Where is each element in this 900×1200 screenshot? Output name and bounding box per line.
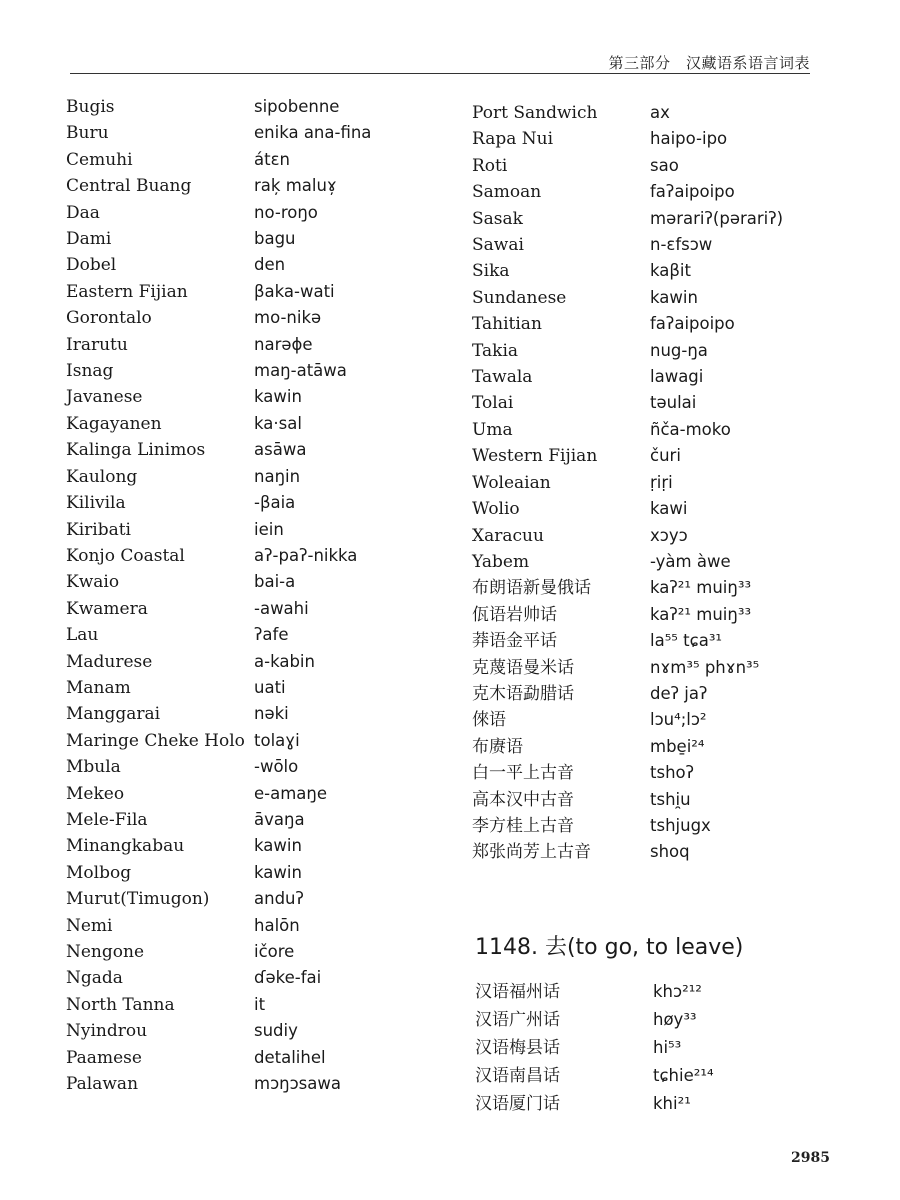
word-form: shoq: [650, 842, 690, 862]
list-item: [66, 833, 371, 859]
list-item: [475, 1034, 714, 1062]
language-name: Nengone: [66, 942, 145, 962]
word-form: nəki: [254, 704, 289, 724]
language-name: Konjo Coastal: [66, 545, 185, 566]
list-item: [472, 126, 783, 152]
word-form: ñča-moko: [650, 419, 731, 439]
word-form: uati: [254, 677, 286, 697]
word-form: halōn: [254, 915, 300, 935]
language-name: 汉语梅县话: [475, 1038, 560, 1058]
language-name: Kwamera: [66, 598, 148, 619]
list-item: [66, 675, 371, 701]
word-form: tolaɣi: [254, 730, 300, 750]
language-name: Sika: [472, 261, 510, 282]
language-name: 白一平上古音: [472, 763, 574, 784]
word-form: narəɸe: [254, 334, 313, 354]
list-item: [472, 549, 783, 575]
header-text: 第三部分 汉藏语系语言词表: [608, 54, 810, 72]
word-form: kawin: [254, 387, 302, 407]
list-item: [472, 707, 783, 733]
language-name: 克木语勐腊话: [472, 683, 574, 704]
list-item: [66, 965, 371, 991]
list-item: [66, 200, 371, 226]
word-form: anduʔ: [254, 889, 304, 909]
word-form: khi²¹: [653, 1094, 691, 1113]
list-item: [475, 978, 714, 1006]
language-name: 克蔑语曼米话: [472, 657, 574, 678]
word-form: mɔŋɔsawa: [254, 1074, 341, 1094]
language-name: 李方桂上古音: [472, 815, 574, 836]
language-name: Central Buang: [66, 176, 192, 197]
word-form: rak̦ maluɤ̦: [254, 176, 337, 196]
language-name: Dami: [66, 229, 112, 250]
word-form: ɗəke-fai: [254, 968, 322, 988]
list-item: [475, 1062, 714, 1090]
language-name: Daa: [66, 202, 100, 223]
language-name: North Tanna: [66, 994, 175, 1015]
list-item: [66, 649, 371, 675]
list-item: [472, 470, 783, 496]
list-item: [66, 1018, 371, 1044]
language-name: Manggarai: [66, 704, 161, 725]
list-item: [472, 523, 783, 549]
list-item: [66, 437, 371, 463]
word-form: ax: [650, 103, 670, 122]
list-item: [66, 384, 371, 410]
list-item: [66, 543, 371, 569]
language-name: Lau: [66, 625, 99, 646]
word-form: aʔ-paʔ-nikka: [254, 545, 358, 565]
word-form: kaʔ²¹ muiŋ³³: [650, 578, 752, 598]
language-name: Buru: [66, 123, 109, 144]
language-name: 汉语南昌话: [475, 1066, 560, 1086]
word-form: haipo-ipo: [650, 129, 728, 149]
language-name: 汉语福州话: [475, 982, 560, 1002]
list-item: [66, 596, 371, 622]
list-item: [66, 913, 371, 939]
list-item: [472, 496, 783, 522]
list-item: [66, 252, 371, 278]
word-form: e-amaŋe: [254, 783, 328, 803]
list-item: [472, 813, 783, 839]
left-column: [66, 94, 371, 1097]
word-form: kawi: [650, 499, 688, 519]
language-name: Takia: [472, 340, 519, 361]
language-name: Madurese: [66, 651, 153, 672]
word-form: ka·sal: [254, 413, 302, 433]
word-form: tɕhie²¹⁴: [653, 1066, 714, 1085]
word-form: tshoʔ: [650, 763, 695, 783]
word-form: lɔu⁴;lɔ²: [650, 710, 707, 730]
word-form: -βaia: [254, 493, 296, 513]
word-form: it: [254, 994, 266, 1014]
word-form: no-roŋo: [254, 202, 318, 222]
language-name: 汉语厦门话: [475, 1094, 560, 1114]
list-item: [472, 443, 783, 469]
word-form: khɔ²¹²: [653, 982, 702, 1001]
list-item: [66, 147, 371, 173]
header-rule: [70, 73, 810, 74]
language-name: Dobel: [66, 255, 117, 276]
list-item: [66, 701, 371, 727]
word-form: sao: [650, 155, 679, 175]
word-form: kawin: [650, 287, 698, 307]
language-name: Samoan: [472, 182, 542, 203]
list-item: [472, 179, 783, 205]
language-name: Cemuhi: [66, 149, 133, 170]
word-form: a-kabin: [254, 651, 315, 671]
language-name: Irarutu: [66, 334, 128, 355]
word-form: la⁵⁵ tɕa³¹: [650, 631, 723, 651]
language-name: Nyindrou: [66, 1021, 148, 1042]
list-item: [66, 358, 371, 384]
word-form: n-ɛfsɔw: [650, 235, 713, 255]
list-item: [472, 311, 783, 337]
word-form: deʔ jaʔ: [650, 683, 708, 703]
word-form: faʔaipoipo: [650, 314, 735, 334]
language-name: Rapa Nui: [472, 129, 554, 150]
list-item: [66, 305, 371, 331]
language-name: Nemi: [66, 915, 113, 936]
word-form: detalihel: [254, 1047, 326, 1067]
list-item: [66, 728, 371, 754]
language-name: Uma: [472, 419, 513, 440]
list-item: [472, 364, 783, 390]
language-name: Paamese: [66, 1047, 142, 1068]
word-form: naŋin: [254, 466, 301, 486]
word-form: faʔaipoipo: [650, 182, 735, 202]
list-item: [472, 839, 783, 865]
list-item: [472, 760, 783, 786]
language-name: Ngada: [66, 968, 123, 989]
right-column: [472, 100, 783, 866]
list-item: [475, 1006, 714, 1034]
list-item: [472, 787, 783, 813]
language-name: Tawala: [472, 367, 533, 388]
list-item: [475, 1090, 714, 1118]
language-name: Isnag: [66, 361, 114, 382]
language-name: Murut(Timugon): [66, 889, 210, 910]
list-item: [472, 602, 783, 628]
section-title: 1148. 去(to go, to leave): [475, 935, 744, 960]
list-item: [66, 94, 371, 120]
language-name: 倈语: [472, 710, 506, 731]
list-item: [472, 417, 783, 443]
language-name: Kwaio: [66, 572, 120, 593]
list-item: [66, 622, 371, 648]
list-item: [66, 1071, 371, 1097]
running-header: [70, 48, 810, 74]
language-name: Kilivila: [66, 493, 126, 514]
list-item: [66, 807, 371, 833]
language-name: Molbog: [66, 862, 132, 883]
language-name: Kalinga Linimos: [66, 440, 206, 461]
word-form: hi⁵³: [653, 1038, 682, 1057]
word-form: átɛn: [254, 149, 290, 169]
word-form: maŋ-atāwa: [254, 361, 347, 381]
list-item: [472, 575, 783, 601]
word-form: āvaŋa: [254, 809, 305, 829]
word-form: čuri: [650, 446, 681, 466]
list-item: [66, 120, 371, 146]
language-name: Xaracuu: [472, 525, 544, 546]
section-entries: [475, 978, 714, 1118]
language-name: Manam: [66, 677, 131, 698]
language-name: Sundanese: [472, 287, 567, 308]
list-item: [66, 1045, 371, 1071]
list-item: [472, 390, 783, 416]
list-item: [472, 285, 783, 311]
word-form: mbe̱i²⁴: [650, 736, 705, 756]
language-name: 布赓语: [472, 736, 523, 757]
word-form: bagu: [254, 229, 296, 249]
word-form: ičore: [254, 942, 295, 961]
list-item: [472, 628, 783, 654]
list-item: [472, 100, 783, 126]
list-item: [66, 490, 371, 516]
list-item: [472, 206, 783, 232]
word-form: mərariʔ(pərariʔ): [650, 208, 784, 228]
list-item: [472, 232, 783, 258]
word-form: asāwa: [254, 440, 307, 460]
list-item: [66, 886, 371, 912]
word-form: lawagi: [650, 367, 704, 387]
list-item: [66, 226, 371, 252]
language-name: Bugis: [66, 97, 115, 117]
list-item: [66, 754, 371, 780]
word-form: tshi̯u: [650, 789, 691, 809]
list-item: [472, 258, 783, 284]
language-name: 汉语广州话: [475, 1010, 560, 1030]
list-item: [472, 681, 783, 707]
word-form: -wōlo: [254, 757, 299, 777]
list-item: [472, 153, 783, 179]
list-item: [66, 569, 371, 595]
page-number: 2985: [791, 1150, 830, 1166]
language-name: Western Fijian: [472, 446, 598, 467]
language-name: 高本汉中古音: [472, 789, 574, 810]
language-name: Mekeo: [66, 783, 125, 804]
list-item: [472, 734, 783, 760]
list-item: [472, 655, 783, 681]
language-name: Mele-Fila: [66, 809, 148, 830]
word-form: xɔyɔ: [650, 525, 688, 545]
word-form: høy³³: [653, 1010, 697, 1029]
language-name: Tahitian: [472, 314, 542, 335]
word-form: -awahi: [254, 598, 309, 618]
language-name: Roti: [472, 155, 508, 176]
word-form: sudiy: [254, 1021, 298, 1041]
language-name: Port Sandwich: [472, 103, 598, 123]
language-name: Kagayanen: [66, 413, 162, 434]
language-name: Woleaian: [472, 472, 551, 493]
language-name: Mbula: [66, 757, 121, 778]
word-form: kaʔ²¹ muiŋ³³: [650, 604, 752, 624]
list-item: [66, 992, 371, 1018]
word-form: kaβit: [650, 261, 691, 281]
language-name: 佤语岩帅话: [472, 604, 557, 625]
list-item: [66, 517, 371, 543]
language-name: Minangkabau: [66, 836, 185, 857]
word-form: βaka-wati: [254, 281, 335, 301]
word-form: təulai: [650, 393, 697, 413]
language-name: Sasak: [472, 208, 523, 229]
list-item: [66, 781, 371, 807]
list-item: [66, 332, 371, 358]
word-form: nug-ŋa: [650, 340, 708, 360]
language-name: Gorontalo: [66, 308, 152, 329]
word-form: iein: [254, 519, 284, 539]
word-form: tshjugx: [650, 815, 711, 835]
word-form: bai-a: [254, 572, 296, 592]
language-name: Javanese: [66, 387, 143, 408]
language-name: Maringe Cheke Holo: [66, 730, 245, 751]
language-name: Palawan: [66, 1074, 139, 1095]
language-name: Kaulong: [66, 466, 138, 487]
language-name: Tolai: [472, 393, 514, 414]
list-item: [66, 411, 371, 437]
word-form: enika ana-fina: [254, 123, 372, 143]
word-form: kawin: [254, 836, 302, 856]
word-form: mo-nikə: [254, 308, 322, 328]
list-item: [66, 464, 371, 490]
language-name: 莽语金平话: [472, 631, 557, 652]
list-item: [66, 279, 371, 305]
list-item: [66, 860, 371, 886]
language-name: Kiribati: [66, 519, 131, 540]
word-form: -yàm àwe: [650, 551, 731, 571]
word-form: nɤm³⁵ phɤn³⁵: [650, 657, 760, 677]
list-item: [66, 939, 371, 965]
word-form: den: [254, 255, 286, 275]
list-item: [472, 338, 783, 364]
word-form: kawin: [254, 862, 302, 882]
word-form: sipobenne: [254, 97, 340, 116]
language-name: 郑张尚芳上古音: [472, 842, 591, 863]
language-name: Eastern Fijian: [66, 281, 188, 302]
language-name: Yabem: [472, 551, 530, 572]
language-name: Sawai: [472, 235, 524, 256]
language-name: 布朗语新曼俄话: [472, 578, 591, 599]
word-form: ʔafe: [254, 625, 289, 645]
list-item: [66, 173, 371, 199]
word-form: ṛiṛi: [650, 472, 673, 492]
language-name: Wolio: [472, 499, 520, 520]
